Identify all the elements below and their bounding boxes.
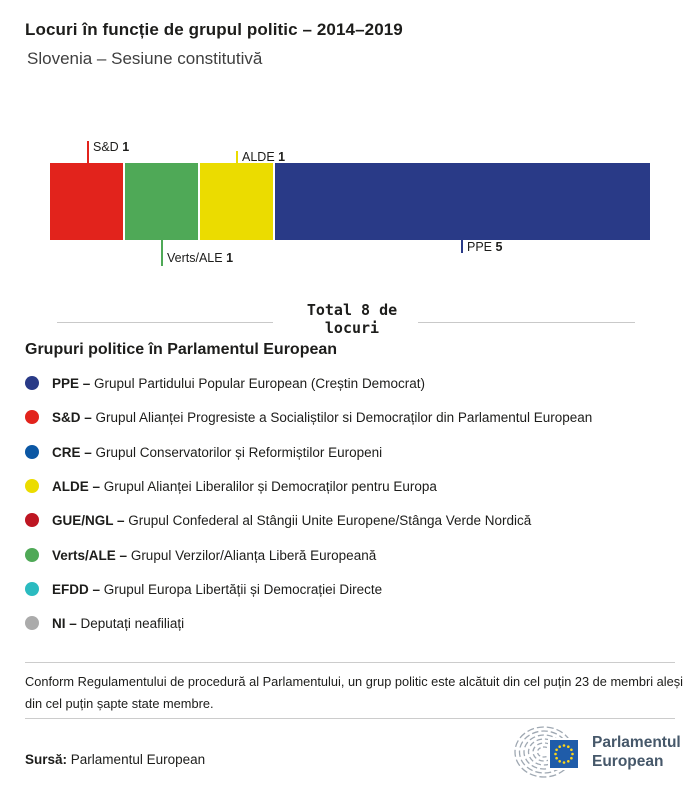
legend-abbr: PPE – <box>52 375 91 391</box>
legend-item-vertsale <box>25 545 376 565</box>
callout-tick-ppe <box>461 240 463 253</box>
legend-label <box>52 376 425 391</box>
callout-tick-alde <box>236 151 238 163</box>
divider-top <box>25 662 675 663</box>
legend-label <box>52 445 382 460</box>
total-divider-left <box>57 322 273 323</box>
legend-abbr: CRE – <box>52 444 92 460</box>
legend-abbr: S&D – <box>52 409 92 425</box>
callout-seat-count: 1 <box>226 251 234 265</box>
legend-abbr: NI – <box>52 615 77 631</box>
source-value: Parlamentul European <box>70 752 206 767</box>
legend-item-efdd <box>25 579 382 599</box>
legend-abbr: GUE/NGL – <box>52 512 125 528</box>
page-title: Locuri în funcție de grupul politic – 2014–2019 <box>25 20 403 39</box>
callout-label-ppe <box>467 240 502 254</box>
legend-dot <box>25 582 39 596</box>
legend-abbr: ALDE – <box>52 478 101 494</box>
page-subtitle: Slovenia – Sesiune constitutivă <box>27 49 263 68</box>
legend-desc: Grupul Confederal al Stângii Unite Europene/Stânga Verde Nordică <box>128 512 532 528</box>
callout-seat-count: 5 <box>495 240 503 254</box>
legend-item-ppe <box>25 373 425 393</box>
hemicycle-eu-flag-icon <box>512 723 582 781</box>
legend-desc: Grupul Europa Libertății și Democrației Directe <box>103 581 383 597</box>
footnote: Conform Regulamentului de procedură al Parlamentului, un grup politic este alcătuit din cel puțin 23 de membri aleși din cel puțin șapte state membre. <box>25 674 683 711</box>
legend-desc: Grupul Alianței Progresiste a Socialiștilor si Democraților din Parlamentul European <box>95 409 593 425</box>
legend-label <box>52 616 184 631</box>
legend-dot <box>25 410 39 424</box>
legend-item-cre <box>25 442 382 462</box>
legend-dot <box>25 376 39 390</box>
total-seats-label <box>278 302 426 337</box>
legend-label <box>52 410 592 425</box>
european-parliament-logo <box>512 723 688 781</box>
legend-dot <box>25 445 39 459</box>
legend-abbr: Verts/ALE – <box>52 547 128 563</box>
callout-seat-count: 1 <box>278 150 286 164</box>
legend-desc: Grupul Partidului Popular European (Creștin Democrat) <box>94 375 425 391</box>
total-seats-line1: Total 8 de <box>306 301 398 319</box>
legend-item-sd <box>25 407 592 427</box>
callout-group-name: PPE <box>467 240 493 254</box>
legend-label <box>52 548 376 563</box>
bar-segment-alde <box>200 163 273 240</box>
legend-desc: Deputați neafiliați <box>80 615 185 631</box>
callout-label-alde <box>242 150 285 164</box>
legend-heading: Grupuri politice în Parlamentul European <box>25 341 338 358</box>
legend-dot <box>25 548 39 562</box>
legend-dot <box>25 513 39 527</box>
logo-wordmark <box>592 733 681 771</box>
logo-line2: European <box>592 753 664 770</box>
legend-dot <box>25 616 39 630</box>
bar-segment-vertsale <box>125 163 198 240</box>
legend-item-alde <box>25 476 437 496</box>
callout-label-vertsale <box>167 251 233 265</box>
legend-desc: Grupul Conservatorilor și Reformiștilor Europeni <box>95 444 383 460</box>
callout-tick-vertsale <box>161 240 163 266</box>
callout-tick-sd <box>87 141 89 163</box>
callout-group-name: S&D <box>93 140 119 154</box>
legend-desc: Grupul Alianței Liberalilor și Democraților pentru Europa <box>103 478 437 494</box>
callout-group-name: Verts/ALE <box>167 251 223 265</box>
source-label: Sursă: <box>25 752 68 767</box>
total-divider-right <box>418 322 635 323</box>
callout-label-sd <box>93 140 129 154</box>
logo-line1: Parlamentul <box>592 734 681 751</box>
legend-item-guengl <box>25 510 531 530</box>
stacked-seat-bar <box>50 163 650 240</box>
legend-desc: Grupul Verzilor/Alianța Liberă Europeană <box>130 547 377 563</box>
legend-dot <box>25 479 39 493</box>
legend-label <box>52 479 437 494</box>
bar-segment-ppe <box>275 163 650 240</box>
source-line <box>25 752 205 767</box>
legend-abbr: EFDD – <box>52 581 101 597</box>
callout-seat-count: 1 <box>122 140 130 154</box>
total-seats-line2: locuri <box>324 318 380 337</box>
bar-segment-sd <box>50 163 123 240</box>
legend-item-ni <box>25 613 184 633</box>
legend-label <box>52 582 382 597</box>
legend-label <box>52 513 531 528</box>
callout-group-name: ALDE <box>242 150 275 164</box>
divider-bottom <box>25 718 675 719</box>
